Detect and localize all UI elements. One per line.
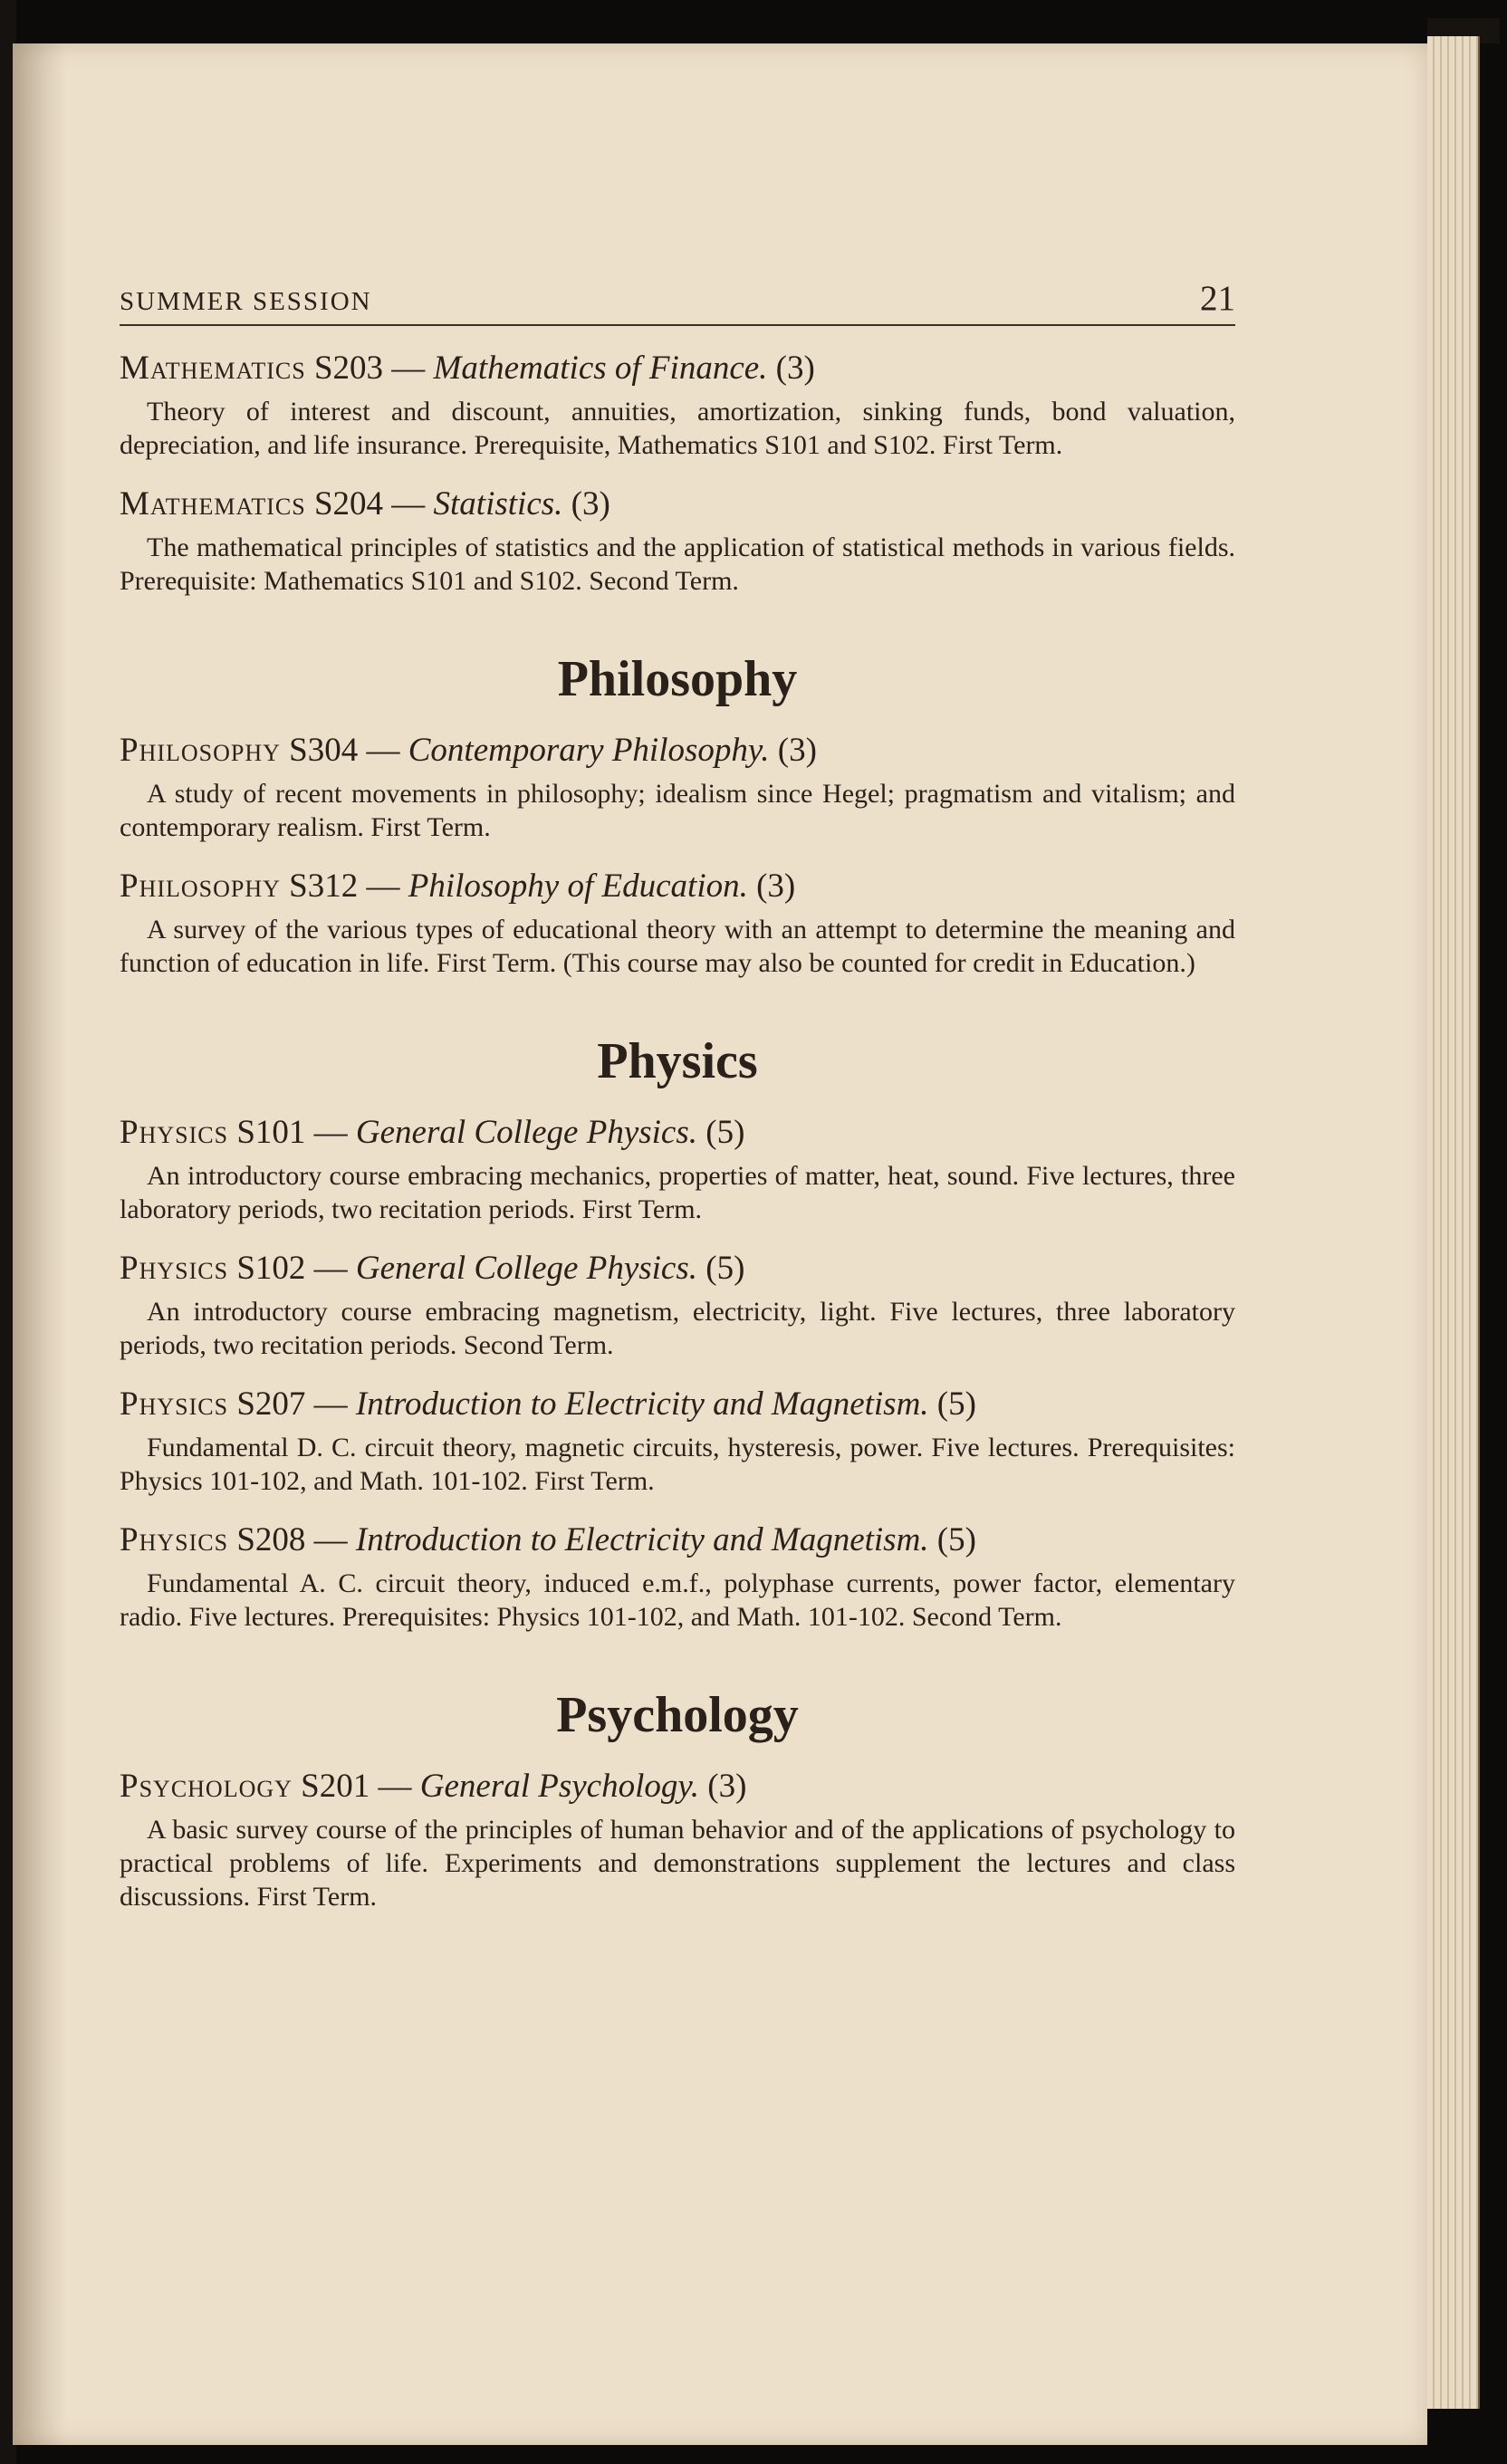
course-entry xyxy=(120,730,1235,844)
running-head xyxy=(120,270,1235,326)
course-heading xyxy=(120,730,1235,772)
course-title: General College Physics. xyxy=(355,1114,697,1151)
course-description: An introductory course embracing mechanics, properties of matter, heat, sound. Five lectures, three laboratory periods, two recitation periods. First Term. xyxy=(120,1161,1235,1224)
em-dash: — xyxy=(391,485,426,523)
course-description: The mathematical principles of statistics and the application of statistical methods in various fields. Prerequisite: Mathematics S101 and S102. Second Term. xyxy=(120,532,1235,596)
course-entry xyxy=(120,1520,1235,1634)
gutter-shadow xyxy=(13,43,67,2445)
course-department: Physics xyxy=(120,1114,229,1151)
course-department: Mathematics xyxy=(120,485,306,523)
course-title: General Psychology. xyxy=(419,1768,699,1805)
course-department: Mathematics xyxy=(120,350,306,387)
book-page xyxy=(13,43,1427,2445)
course-title: Introduction to Electricity and Magnetism. xyxy=(355,1385,929,1423)
em-dash: — xyxy=(378,1768,412,1805)
course-department: Psychology xyxy=(120,1768,293,1805)
course-number: S102 xyxy=(236,1250,306,1287)
course-entry xyxy=(120,1766,1235,1913)
course-heading xyxy=(120,1520,1235,1561)
em-dash: — xyxy=(313,1250,348,1287)
course-heading xyxy=(120,1248,1235,1290)
course-entry xyxy=(120,1384,1235,1498)
course-credits: (3) xyxy=(707,1768,747,1805)
course-credits: (5) xyxy=(706,1250,745,1287)
course-entry xyxy=(120,866,1235,980)
course-number: S203 xyxy=(313,350,384,387)
course-department: Physics xyxy=(120,1250,229,1287)
course-number: S207 xyxy=(236,1385,306,1423)
course-credits: (5) xyxy=(706,1114,745,1151)
course-entry xyxy=(120,1248,1235,1362)
course-credits: (3) xyxy=(571,485,610,523)
course-heading xyxy=(120,1384,1235,1425)
course-number: S312 xyxy=(289,868,359,905)
course-credits: (5) xyxy=(936,1385,976,1423)
course-credits: (3) xyxy=(775,350,815,387)
course-title: Contemporary Philosophy. xyxy=(408,732,770,769)
course-title: Philosophy of Education. xyxy=(408,868,748,905)
running-head-title: SUMMER SESSION xyxy=(120,287,372,316)
page-number: 21 xyxy=(1200,279,1235,318)
em-dash: — xyxy=(366,868,400,905)
course-department: Physics xyxy=(120,1385,229,1423)
course-number: S204 xyxy=(313,485,384,523)
course-entry xyxy=(120,484,1235,598)
course-credits: (3) xyxy=(756,868,796,905)
course-description: An introductory course embracing magnetism, electricity, light. Five lectures, three laboratory periods, two recitation periods. Second Term. xyxy=(120,1297,1235,1360)
page-stack-edge xyxy=(1427,36,1480,2409)
em-dash: — xyxy=(313,1385,348,1423)
course-department: Physics xyxy=(120,1521,229,1558)
course-description: Theory of interest and discount, annuities, amortization, sinking funds, bond valuation, depreciation, and life insurance. Prerequisite, Mathematics S101 and S102. First Term. xyxy=(120,397,1235,460)
course-description: A study of recent movements in philosophy; idealism since Hegel; pragmatism and vitalism; and contemporary realism. First Term. xyxy=(120,779,1235,842)
course-heading xyxy=(120,866,1235,907)
course-description: Fundamental D. C. circuit theory, magnetic circuits, hysteresis, power. Five lectures. Prerequisites: Physics 101-102, and Math. 101-102. First Term. xyxy=(120,1433,1235,1496)
course-heading xyxy=(120,1112,1235,1154)
section-title-psychology: Psychology xyxy=(556,1687,799,1743)
course-department: Philosophy xyxy=(120,868,281,905)
course-number: S101 xyxy=(236,1114,306,1151)
course-number: S304 xyxy=(289,732,359,769)
course-heading xyxy=(120,484,1235,525)
course-description: Fundamental A. C. circuit theory, induced e.m.f., polyphase currents, power factor, elementary radio. Five lectures. Prerequisites: Physics 101-102, and Math. 101-102. Second Term. xyxy=(120,1568,1235,1632)
em-dash: — xyxy=(313,1521,348,1558)
course-title: Mathematics of Finance. xyxy=(433,350,768,387)
course-entry xyxy=(120,348,1235,462)
page-content xyxy=(120,270,1235,1913)
course-credits: (3) xyxy=(777,732,817,769)
course-number: S201 xyxy=(301,1768,370,1805)
em-dash: — xyxy=(313,1114,348,1151)
course-title: Introduction to Electricity and Magnetism. xyxy=(355,1521,929,1558)
course-department: Philosophy xyxy=(120,732,281,769)
course-description: A survey of the various types of educational theory with an attempt to determine the meaning and function of education in life. First Term. (This course may also be counted for credit in Education.) xyxy=(120,915,1235,978)
section-title-philosophy: Philosophy xyxy=(557,651,798,707)
section-title-physics: Physics xyxy=(597,1033,758,1089)
course-entry xyxy=(120,1112,1235,1226)
course-heading xyxy=(120,1766,1235,1807)
em-dash: — xyxy=(391,350,426,387)
course-title: General College Physics. xyxy=(355,1250,697,1287)
course-heading xyxy=(120,348,1235,389)
course-title: Statistics. xyxy=(433,485,563,523)
course-description: A basic survey course of the principles of human behavior and of the applications of psychology to practical problems of life. Experiments and demonstrations supplement the lectures and class discussions. First Term. xyxy=(120,1815,1235,1912)
course-credits: (5) xyxy=(936,1521,976,1558)
em-dash: — xyxy=(366,732,400,769)
course-number: S208 xyxy=(236,1521,306,1558)
